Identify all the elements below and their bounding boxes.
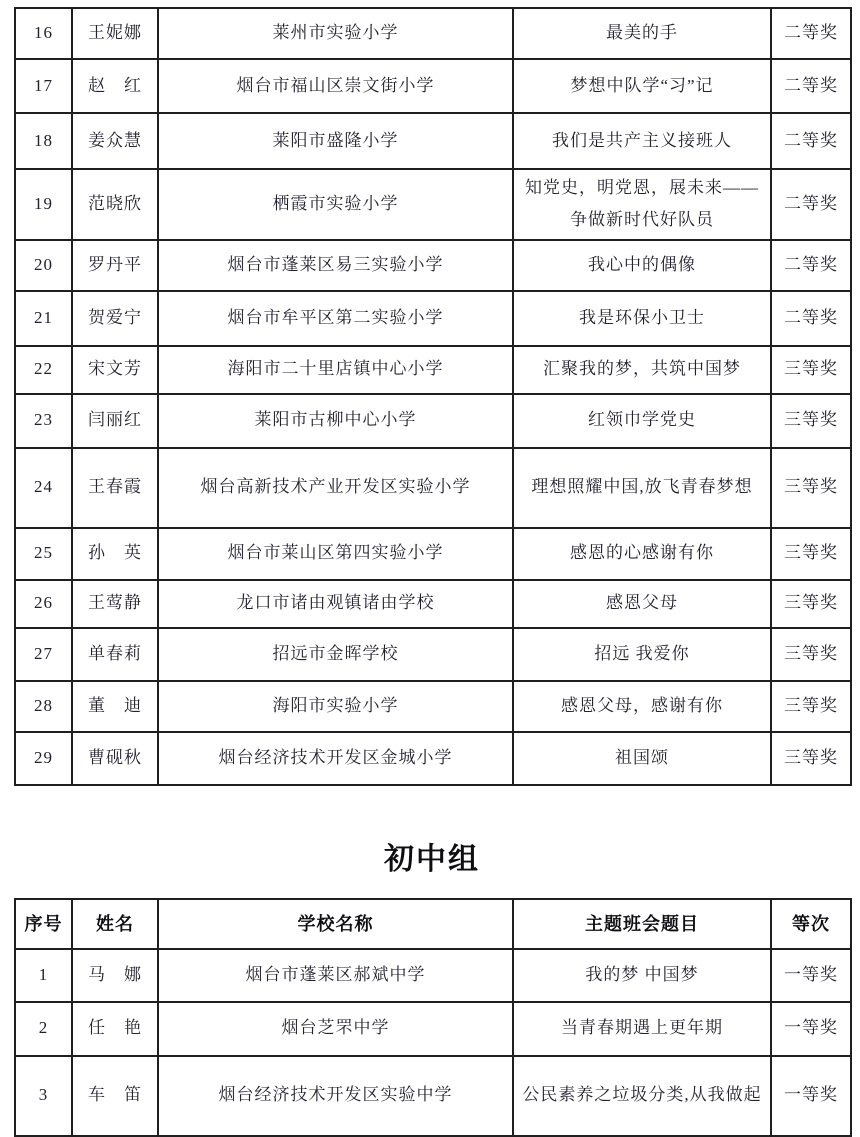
cell-name: 范晓欣	[72, 169, 158, 240]
cell-name: 王妮娜	[72, 8, 158, 59]
cell-award: 三等奖	[771, 346, 851, 394]
cell-award: 二等奖	[771, 59, 851, 113]
cell-topic: 我是环保小卫士	[513, 291, 771, 346]
cell-topic: 我们是共产主义接班人	[513, 113, 771, 169]
cell-award: 二等奖	[771, 169, 851, 240]
cell-topic: 祖国颂	[513, 732, 771, 785]
table-row	[15, 1002, 851, 1056]
cell-name: 孙 英	[72, 528, 158, 580]
cell-topic: 感恩的心感谢有你	[513, 528, 771, 580]
cell-award: 一等奖	[771, 1002, 851, 1056]
table-row	[15, 8, 851, 59]
table-row	[15, 580, 851, 628]
cell-name: 姜众慧	[72, 113, 158, 169]
cell-no: 16	[15, 8, 72, 59]
cell-name: 董 迪	[72, 681, 158, 732]
cell-award: 二等奖	[771, 8, 851, 59]
cell-topic: 梦想中队学“习”记	[513, 59, 771, 113]
cell-school: 烟台市蓬莱区易三实验小学	[158, 240, 513, 291]
cell-name: 闫丽红	[72, 394, 158, 448]
cell-name: 王春霞	[72, 448, 158, 528]
table-row	[15, 169, 851, 240]
cell-award: 三等奖	[771, 580, 851, 628]
cell-topic: 我的梦 中国梦	[513, 949, 771, 1002]
cell-topic: 汇聚我的梦，共筑中国梦	[513, 346, 771, 394]
cell-school: 莱州市实验小学	[158, 8, 513, 59]
cell-school: 烟台经济技术开发区金城小学	[158, 732, 513, 785]
table-row	[15, 949, 851, 1002]
table-row	[15, 113, 851, 169]
cell-name: 马 娜	[72, 949, 158, 1002]
cell-award: 三等奖	[771, 394, 851, 448]
cell-name: 单春莉	[72, 628, 158, 681]
table-row	[15, 346, 851, 394]
cell-award: 一等奖	[771, 1056, 851, 1136]
cell-topic: 我心中的偶像	[513, 240, 771, 291]
table-row	[15, 291, 851, 346]
cell-school: 莱阳市盛隆小学	[158, 113, 513, 169]
cell-award: 二等奖	[771, 240, 851, 291]
column-header-name: 姓名	[72, 899, 158, 949]
cell-no: 29	[15, 732, 72, 785]
table-row	[15, 394, 851, 448]
junior-group-table	[14, 898, 852, 1137]
cell-award: 三等奖	[771, 732, 851, 785]
cell-topic: 理想照耀中国,放飞青春梦想	[513, 448, 771, 528]
cell-school: 烟台经济技术开发区实验中学	[158, 1056, 513, 1136]
cell-no: 22	[15, 346, 72, 394]
cell-school: 龙口市诸由观镇诸由学校	[158, 580, 513, 628]
cell-name: 任 艳	[72, 1002, 158, 1056]
cell-no: 1	[15, 949, 72, 1002]
cell-award: 三等奖	[771, 628, 851, 681]
cell-school: 莱阳市古柳中心小学	[158, 394, 513, 448]
table-row	[15, 448, 851, 528]
cell-school: 海阳市二十里店镇中心小学	[158, 346, 513, 394]
cell-topic: 当青春期遇上更年期	[513, 1002, 771, 1056]
cell-topic: 红领巾学党史	[513, 394, 771, 448]
cell-topic: 公民素养之垃圾分类,从我做起	[513, 1056, 771, 1136]
cell-no: 19	[15, 169, 72, 240]
cell-name: 王莺静	[72, 580, 158, 628]
cell-school: 海阳市实验小学	[158, 681, 513, 732]
cell-school: 烟台市蓬莱区郝斌中学	[158, 949, 513, 1002]
cell-no: 24	[15, 448, 72, 528]
cell-award: 一等奖	[771, 949, 851, 1002]
column-header-award: 等次	[771, 899, 851, 949]
cell-school: 烟台市牟平区第二实验小学	[158, 291, 513, 346]
cell-no: 23	[15, 394, 72, 448]
cell-school: 栖霞市实验小学	[158, 169, 513, 240]
cell-no: 17	[15, 59, 72, 113]
table-row	[15, 1056, 851, 1136]
cell-school: 烟台市福山区崇文街小学	[158, 59, 513, 113]
cell-school: 烟台市莱山区第四实验小学	[158, 528, 513, 580]
table-row	[15, 240, 851, 291]
cell-no: 26	[15, 580, 72, 628]
cell-school: 烟台芝罘中学	[158, 1002, 513, 1056]
column-header-no: 序号	[15, 899, 72, 949]
cell-school: 招远市金晖学校	[158, 628, 513, 681]
cell-name: 赵 红	[72, 59, 158, 113]
cell-no: 21	[15, 291, 72, 346]
cell-no: 18	[15, 113, 72, 169]
table-row	[15, 528, 851, 580]
cell-no: 3	[15, 1056, 72, 1136]
cell-no: 28	[15, 681, 72, 732]
cell-no: 2	[15, 1002, 72, 1056]
cell-no: 25	[15, 528, 72, 580]
column-header-school: 学校名称	[158, 899, 513, 949]
table-header-row	[15, 899, 851, 949]
cell-name: 曹砚秋	[72, 732, 158, 785]
cell-no: 27	[15, 628, 72, 681]
cell-name: 宋文芳	[72, 346, 158, 394]
primary-results-table	[14, 7, 852, 786]
column-header-topic: 主题班会题目	[513, 899, 771, 949]
table-row	[15, 732, 851, 785]
cell-award: 二等奖	[771, 291, 851, 346]
cell-name: 贺爱宁	[72, 291, 158, 346]
section-title: 初中组	[384, 842, 480, 876]
table-row	[15, 628, 851, 681]
cell-no: 20	[15, 240, 72, 291]
cell-award: 三等奖	[771, 681, 851, 732]
cell-name: 罗丹平	[72, 240, 158, 291]
table-row	[15, 59, 851, 113]
cell-topic: 招远 我爱你	[513, 628, 771, 681]
table-row	[15, 681, 851, 732]
cell-award: 三等奖	[771, 528, 851, 580]
cell-topic: 最美的手	[513, 8, 771, 59]
cell-topic: 知党史，明党恩，展未来——争做新时代好队员	[513, 169, 771, 240]
cell-topic: 感恩父母，感谢有你	[513, 681, 771, 732]
cell-award: 二等奖	[771, 113, 851, 169]
cell-topic: 感恩父母	[513, 580, 771, 628]
cell-award: 三等奖	[771, 448, 851, 528]
cell-name: 车 笛	[72, 1056, 158, 1136]
cell-school: 烟台高新技术产业开发区实验小学	[158, 448, 513, 528]
